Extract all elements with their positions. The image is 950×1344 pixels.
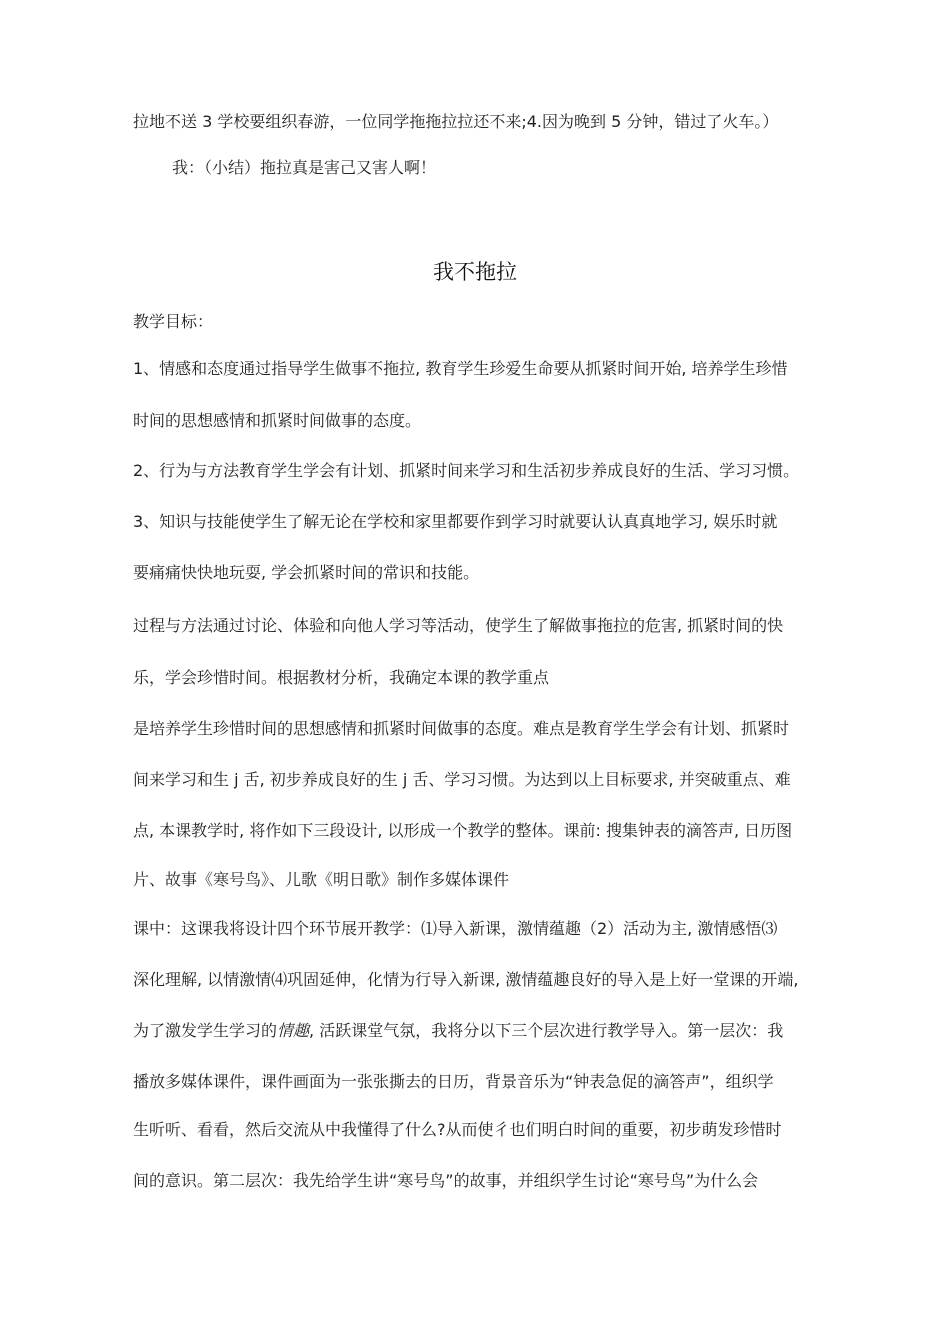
- objective-3-line-1: 3、知识与技能使学生了解无论在学校和家里都要作到学习时就要认认真真地学习, 娱乐时就: [133, 512, 778, 531]
- in-class-line-1: 课中：这课我将设计四个环节展开教学：⑴导入新课，激情蕴趣（2）活动为主, 激情感悟⑶: [133, 919, 778, 938]
- focus-line-4: 片、故事《寒号鸟》、儿歌《明日歌》制作多媒体课件: [133, 870, 510, 889]
- page-title: 我不拖拉: [433, 260, 517, 284]
- objectives-heading: 教学目标：: [133, 312, 214, 331]
- objective-3-line-2: 要痛痛快快地玩耍, 学会抓紧时间的常识和技能。: [133, 563, 480, 582]
- process-line-1: 过程与方法通过讨论、体验和向他人学习等活动，使学生了解做事拖拉的危害, 抓紧时间的快: [133, 616, 784, 635]
- in-class-line-3-end: , 活跃课堂气氛，我将分以下三个层次进行教学导入。第一层次：我: [309, 1021, 784, 1040]
- in-class-line-4: 播放多媒体课件，课件画面为一张张撕去的日历，背景音乐为“钟表急促的滴答声”，组织学: [133, 1072, 774, 1091]
- in-class-line-6: 间的意识。第二层次：我先给学生讲“寒号鸟”的故事，并组织学生讨论“寒号鸟”为什么会: [133, 1171, 759, 1190]
- process-line-2: 乐，学会珍惜时间。根据教材分析，我确定本课的教学重点: [133, 668, 550, 687]
- in-class-line-3-emphasis: 情趣: [277, 1021, 310, 1040]
- focus-line-1: 是培养学生珍惜时间的思想感情和抓紧时间做事的态度。难点是教育学生学会有计划、抓紧时: [133, 719, 790, 738]
- focus-line-2: 间来学习和生 j 舌, 初步养成良好的生 j 舌、学习习惯。为达到以上目标要求, 并突破重点、难: [133, 770, 791, 789]
- objective-2-line-1: 2、行为与方法教育学生学会有计划、抓紧时间来学习和生活初步养成良好的生活、学习习惯。: [133, 461, 800, 480]
- in-class-line-5: 生听听、看看，然后交流从中我懂得了什么?从而使彳也们明白时间的重要，初步萌发珍惜时: [133, 1120, 782, 1139]
- in-class-line-2: 深化理解, 以情激情⑷巩固延伸，化情为行导入新课, 激情蕴趣良好的导入是上好一堂课的开端,: [133, 970, 799, 989]
- in-class-line-3: [133, 1020, 783, 1042]
- intro-line-1: 拉地不送 3 学校要组织春游，一位同学拖拖拉拉还不来;4.因为晚到 5 分钟，错过了火车。）: [133, 112, 779, 131]
- objective-1-line-2: 时间的思想感情和抓紧时间做事的态度。: [133, 411, 422, 430]
- intro-summary-line: 我：（小结）拖拉真是害己又害人啊！: [172, 158, 437, 177]
- focus-line-3: 点, 本课教学时, 将作如下三段设计, 以形成一个教学的整体。课前: 搜集钟表的滴答声, 日历图: [133, 821, 793, 840]
- objective-1-line-1: 1、情感和态度通过指导学生做事不拖拉, 教育学生珍爱生命要从抓紧时间开始, 培养学生珍惜: [133, 359, 788, 378]
- in-class-line-3-start: 为了激发学生学习的: [133, 1021, 278, 1040]
